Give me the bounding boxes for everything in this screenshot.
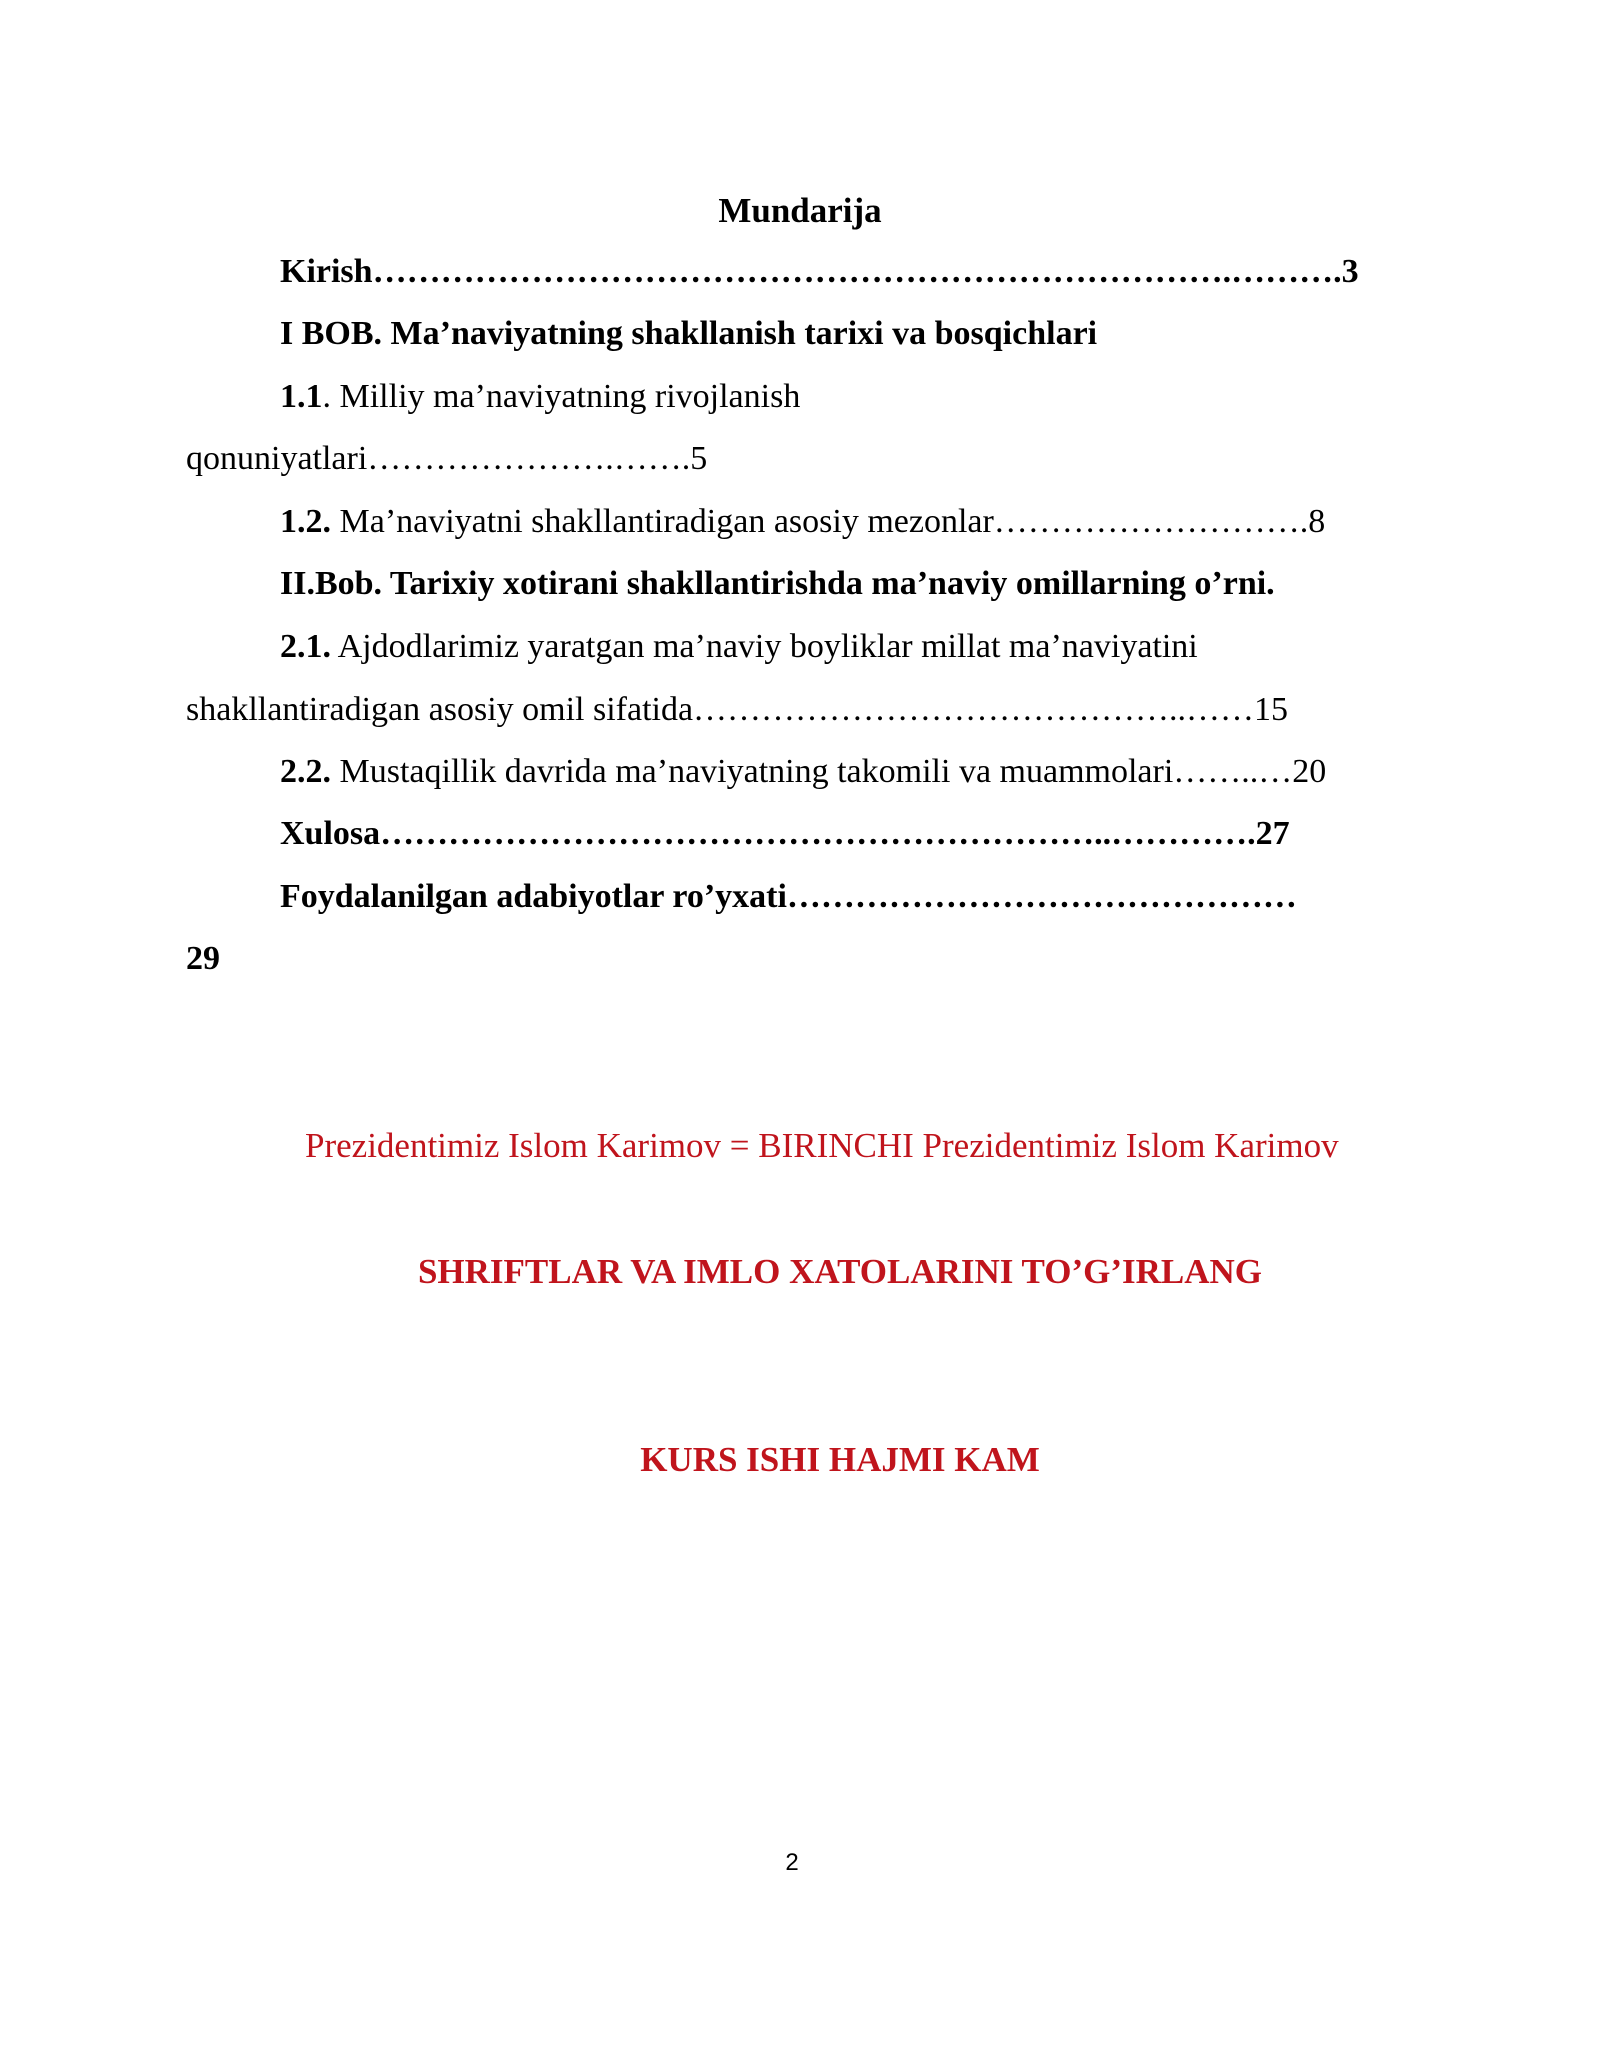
toc-entry-2-1-continuation: shakllantiradigan asosiy omil sifatida……………………………………..……15 bbox=[186, 691, 1289, 728]
toc-entry-2-2-title: Mustaqillik davrida ma’naviyatning takomili va muammolari……..…20 bbox=[331, 753, 1327, 790]
page-number: 2 bbox=[785, 1849, 799, 1876]
toc-entry-1-2-number: 1.2. bbox=[280, 503, 331, 540]
toc-entry-1-1-title: . Milliy ma’naviyatning rivojlanish bbox=[322, 378, 801, 415]
toc-entry-2-1-number: 2.1. bbox=[280, 628, 331, 665]
toc-chapter-1: I BOB. Ma’naviyatning shakllanish tarixi va bosqichlari bbox=[280, 315, 1098, 352]
review-note-fonts-spelling: SHRIFTLAR VA IMLO XATOLARINI TO’G’IRLANG bbox=[417, 1252, 1263, 1291]
toc-entry-1-2-title: Ma’naviyatni shakllantiradigan asosiy mezonlar……………………….8 bbox=[331, 503, 1326, 540]
toc-entry-2-1 bbox=[280, 625, 1198, 669]
toc-entry-xulosa: Xulosa………………………………………………………..………….27 bbox=[280, 815, 1290, 852]
toc-entry-bibliography: Foydalanilgan adabiyotlar ro’yxati……………………………………… bbox=[280, 878, 1297, 915]
toc-entry-2-1-title: Ajdodlarimiz yaratgan ma’naviy boyliklar millat ma’naviyatini bbox=[331, 628, 1198, 665]
review-note-volume: KURS ISHI HAJMI KAM bbox=[640, 1440, 1040, 1479]
toc-heading: Mundarija bbox=[718, 191, 882, 230]
review-note-president: Prezidentimiz Islom Karimov = BIRINCHI Prezidentimiz Islom Karimov bbox=[305, 1126, 1339, 1165]
toc-entry-kirish: Kirish………………………………………………………………….……….3 bbox=[280, 253, 1359, 290]
toc-entry-1-1-continuation: qonuniyatlari………………….…….5 bbox=[186, 440, 708, 477]
toc-chapter-2: II.Bob. Tarixiy xotirani shakllantirishda ma’naviy omillarning o’rni. bbox=[280, 565, 1275, 602]
toc-entry-1-1 bbox=[280, 375, 800, 419]
toc-entry-bibliography-page: 29 bbox=[186, 940, 220, 977]
toc-entry-2-2 bbox=[280, 750, 1326, 794]
toc-entry-1-2 bbox=[280, 500, 1325, 544]
toc-entry-2-2-number: 2.2. bbox=[280, 753, 331, 790]
toc-entry-1-1-number: 1.1 bbox=[280, 378, 323, 415]
